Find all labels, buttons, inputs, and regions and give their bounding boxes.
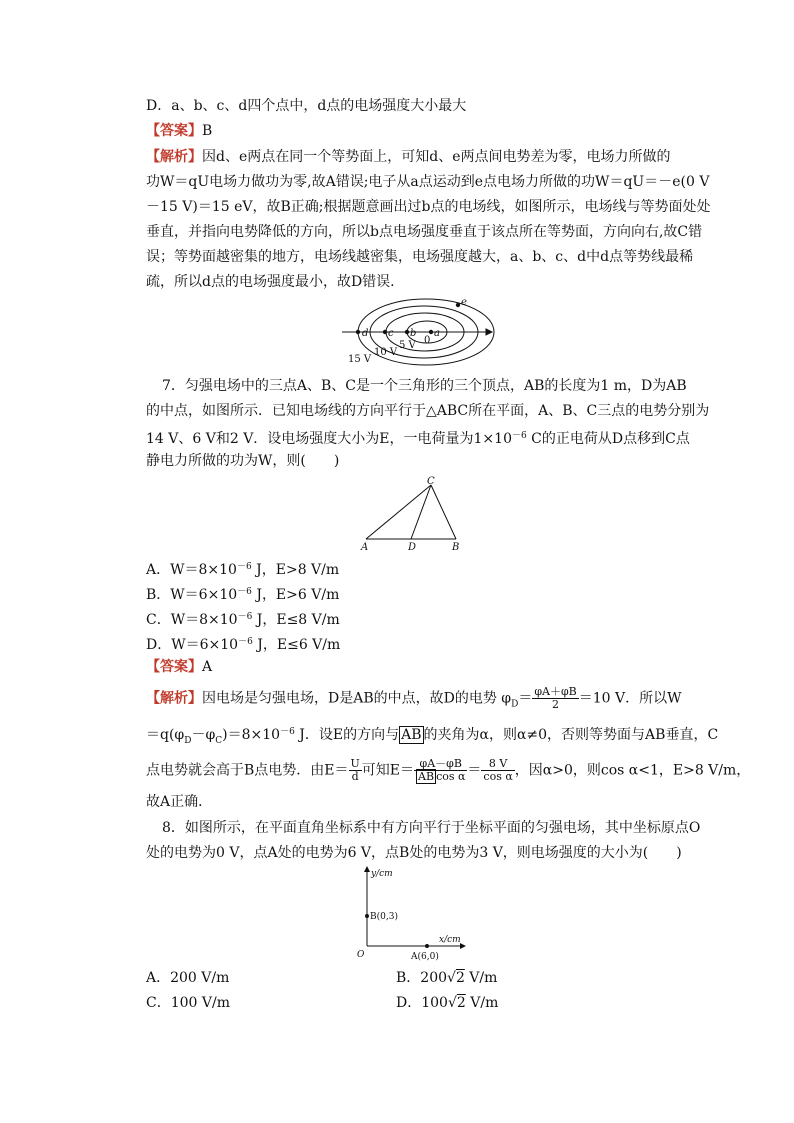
q7-option-d [146,632,340,655]
q7-option-b [146,582,339,605]
q7-analysis-line-4: 故A正确． [146,794,213,810]
subscript: C [215,735,223,746]
fraction [349,758,362,783]
q7-stem-line-3 [146,426,690,449]
q7-option-c [146,607,340,630]
denominator: cos α [483,770,513,783]
radicand: 2 [456,995,466,1011]
triangle-figure [356,474,468,554]
text: C的正电荷从D点移到C点 [526,431,690,447]
text: C．W＝8×10 [146,612,238,628]
q7-stem-line-1: 7．匀强电场中的三点A、B、C是一个三角形的三个顶点，AB的长度为1 m，D为AB [162,378,687,394]
exponent: －6 [236,562,252,572]
text: A．W＝8×10 [146,562,237,578]
text: J，E>6 V/m [251,587,340,603]
potential-5v: 5 V [399,340,416,351]
q8-option-b [396,968,497,988]
text: ＝10 V．所以W [578,690,682,707]
numerator: φA－φB [414,758,467,771]
vertex-label-c: C [427,476,435,487]
fraction [481,758,514,783]
denominator: d [351,770,359,783]
vertex-label-a: A [361,542,369,553]
text: B．W＝6×10 [146,587,238,603]
answer-tag: 【答案】 [146,659,202,675]
y-axis-label: y/cm [371,869,393,879]
text: V/m [464,970,498,986]
numerator: φA＋φB [534,685,577,698]
text: ＝ [518,690,533,707]
x-axis-label: x/cm [439,935,461,945]
vertex-label-d: D [408,542,417,553]
point-label-e: e [461,297,467,308]
q8-option-d [396,993,498,1013]
boxed-ab: AB [418,770,435,783]
point-label-a: a [434,328,440,339]
numerator: U [350,757,360,770]
q7-stem-line-4: 静电力所做的功为W，则( ) [146,453,340,469]
fraction [414,758,467,783]
text: ＝q(φ [146,727,185,743]
sqrt-symbol: √ [447,995,457,1011]
vertex-label-b: B [452,542,460,553]
text: J，E≤8 V/m [252,612,340,628]
q8-option-a: A．200 V/m [146,970,230,986]
q7-stem-line-2: 的中点，如图所示．已知电场线的方向平行于△ABC所在平面，A、B、C三点的电势分别为 [146,403,710,419]
text: ，因α>0，则cos α<1，E>8 V/m， [514,762,751,779]
text: 可知E＝ [361,762,415,779]
radicand: 2 [455,970,465,986]
q6-option-d: D．a、b、c、d四个点中，d点的电场强度大小最大 [146,98,467,114]
text: D．100 [396,995,448,1011]
answer-tag: 【答案】 [146,123,202,139]
analysis-tag: 【解析】 [146,690,202,707]
subscript: D [184,735,192,746]
exponent: －6 [511,431,527,441]
origin-label: O [357,950,365,960]
analysis-tag: 【解析】 [146,149,202,165]
q8-option-c: C．100 V/m [146,995,230,1011]
subscript: D [511,699,519,710]
text: )＝8×10 [222,727,281,743]
text: B．200 [396,970,448,986]
q6-analysis-line-3: －15 V)＝15 eV，故B正确;根据题意画出过b点的电场线，如图所示，电场线与等势面处处 [146,199,711,215]
q6-answer [146,121,212,141]
q8-stem-line-2: 处的电势为0 V，点A处的电势为6 V，点B处的电势为3 V，则电场强度的大小为( ) [146,845,682,861]
text: cos α [436,770,466,783]
potential-10v: 10 V [374,347,398,358]
q6-analysis-line-1 [146,147,671,167]
denominator [414,771,467,783]
text: D．W＝6×10 [146,637,239,653]
boxed-ab: AB [401,727,422,743]
point-label-b: b [410,328,417,339]
text: J，E>8 V/m [251,562,340,578]
q7-option-a [146,557,339,580]
text: －φ [191,727,216,743]
coordinate-figure [352,866,472,962]
answer-value: B [202,123,213,139]
text: 点电势就会高于B点电势．由E＝ [146,762,349,779]
q7-answer [146,657,212,677]
text: J．设E的方向与 [294,727,400,743]
sqrt-symbol: √ [447,970,456,986]
q7-analysis-line-3 [146,758,750,783]
point-label-c: c [388,328,394,339]
equipotential-figure [338,296,498,368]
exponent: －6 [280,727,295,737]
exponent: －6 [238,637,253,647]
exponent: －6 [237,612,253,622]
potential-15v: 15 V [348,354,372,365]
text: V/m [465,995,499,1011]
q7-analysis-line-2 [146,722,718,751]
text: ＝ [467,762,482,779]
q6-analysis-line-5: 误；等势面越密集的地方，电场线越密集，电场强度越大，a、b、c、d中d点等势线最稀 [146,249,694,265]
q6-analysis-line-4: 垂直，并指向电势降低的方向，所以b点电场强度垂直于该点所在等势面，方向向右,故C错 [146,224,703,240]
point-a-label: A(6,0) [411,952,439,962]
q6-analysis-line-2: 功W＝qU电场力做功为零,故A错误;电子从a点运动到e点电场力所做的功W＝qU＝－e(0 V [146,174,710,190]
potential-0: 0 [424,335,431,346]
text: 的夹角为α，则α≠0，否则等势面与AB垂直，C [423,727,719,743]
point-label-d: d [362,328,369,339]
text: J，E≤6 V/m [252,637,341,653]
text: 14 V、6 V和2 V．设电场强度大小为E，一电荷量为1×10 [146,431,512,447]
q7-analysis-line-1 [146,686,682,714]
point-b-label: B(0,3) [370,912,398,922]
exponent: －6 [237,587,252,597]
analysis-text: 因d、e两点在同一个等势面上，可知d、e两点间电势差为零，电场力所做的 [202,149,671,165]
fraction [532,686,578,711]
denominator: 2 [552,698,560,711]
q8-stem-line-1: 8．如图所示，在平面直角坐标系中有方向平行于坐标平面的匀强电场，其中坐标原点O [162,820,701,836]
answer-value: A [202,659,213,675]
text: 因电场是匀强电场，D是AB的中点，故D的电势 φ [202,690,512,707]
numerator: 8 V [481,758,514,771]
q6-analysis-line-6: 疏，所以d点的电场强度最小，故D错误. [146,274,395,290]
